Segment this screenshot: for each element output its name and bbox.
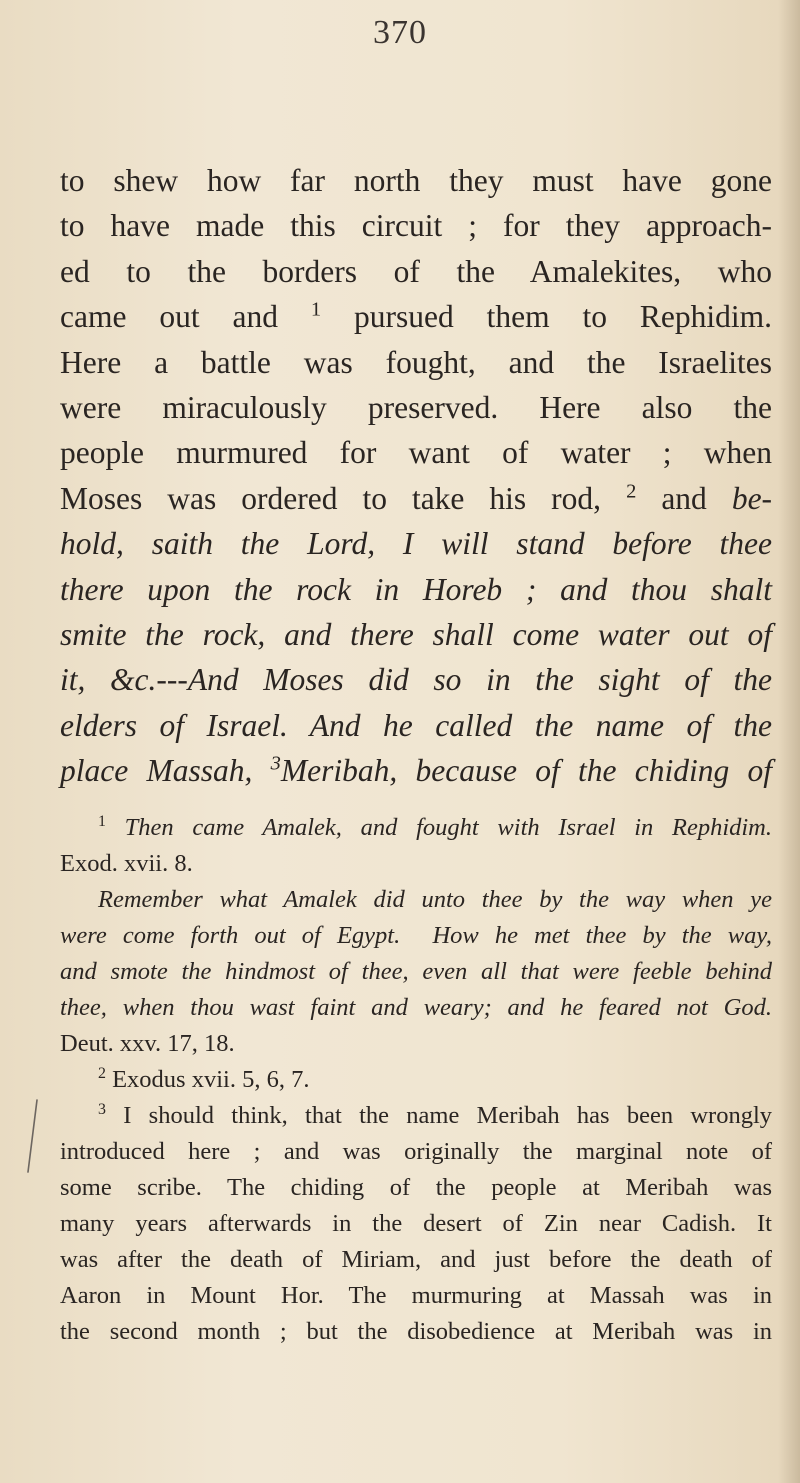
footnote-3-line: the second month ; but the disobedience at Meribah was in: [60, 1318, 772, 1345]
footnote-1-fragment: Egypt.: [336, 922, 401, 949]
main-text-fragment: be-: [731, 480, 773, 516]
main-text-line: [60, 476, 772, 521]
footnote-1-line: [60, 810, 772, 846]
pencil-margin-mark: [22, 1098, 42, 1174]
footnote-1-fragment: How he met thee by the way,: [432, 922, 773, 949]
main-text-line: to have made this circuit ; for they approach-: [60, 208, 772, 244]
main-text-fragment: came out and: [60, 299, 278, 335]
main-text-line: [60, 748, 772, 793]
main-text: [60, 158, 772, 794]
main-text-line: people murmured for want of water ; when: [60, 435, 772, 471]
footnote-1-line: Remember what Amalek did unto thee by the way when ye: [98, 886, 772, 913]
page-number: 370: [373, 14, 427, 51]
footnote-3-line: [60, 1098, 772, 1134]
footnote-3-line: many years afterwards in the desert of Zin near Cadish. It: [60, 1210, 772, 1237]
footnote-1-line: Exod. xvii. 8.: [60, 850, 193, 877]
main-text-line: [60, 521, 772, 566]
footnote-2-text: Exodus xvii. 5, 6, 7.: [112, 1066, 310, 1093]
main-text-line: it, &c.---And Moses did so in the sight of the: [60, 662, 772, 698]
main-text-line: ed to the borders of the Amalekites, who: [60, 253, 772, 289]
footnote-marker-2: 2: [626, 480, 637, 503]
footnote-3-line: was after the death of Miriam, and just before the death of: [60, 1246, 772, 1273]
main-text-line: there upon the rock in Horeb ; and thou shalt: [60, 571, 772, 607]
footnote-2-marker: 2: [98, 1064, 106, 1082]
main-text-fragment: place Massah,: [60, 753, 253, 789]
footnote-1-line: Deut. xxv. 17, 18.: [60, 1030, 235, 1057]
page-edge-shadow: [778, 0, 800, 1483]
footnote-1-line: thee, when thou wast faint and weary; and he feared not God.: [60, 994, 772, 1021]
footnote-3-line: introduced here ; and was originally the marginal note of: [60, 1138, 772, 1165]
footnote-3-line: Aaron in Mount Hor. The murmuring at Massah was in: [60, 1282, 772, 1309]
footnote-1-marker: 1: [98, 812, 106, 830]
footnote-3-marker: 3: [98, 1100, 106, 1118]
footnote-marker-1: 1: [310, 298, 322, 321]
main-text-fragment: pursued them to Rephidim.: [353, 299, 772, 335]
main-text-fragment: Moses was ordered to take his rod,: [60, 480, 602, 516]
main-text-fragment: hold, saith the Lord,: [60, 526, 376, 562]
main-text-line: [60, 294, 772, 339]
footnote-2-line: [60, 1062, 772, 1098]
main-text-fragment: I will stand before thee: [402, 526, 772, 562]
main-text-line: smite the rock, and there shall come water out of: [60, 617, 772, 653]
main-text-line: to shew how far north they must have gone: [60, 163, 772, 198]
main-text-fragment: and: [661, 480, 707, 516]
footnotes: [60, 810, 772, 1350]
footnote-1-fragment: were come forth out of: [60, 922, 321, 949]
footnote-1-line: and smote the hindmost of thee, even all that were feeble behind: [60, 958, 772, 985]
footnote-marker-3: 3: [270, 752, 281, 775]
footnote-1-line: [60, 918, 772, 954]
main-text-line: were miraculously preserved. Here also the: [60, 390, 772, 426]
footnote-1-text: Then came Amalek, and fought with Israel in Rephidim.: [124, 814, 772, 841]
main-text-fragment: Meribah, because of the chiding of: [280, 753, 773, 789]
footnote-3-line: some scribe. The chiding of the people at Meribah was: [60, 1174, 772, 1201]
main-text-line: Here a battle was fought, and the Israelites: [60, 344, 772, 380]
main-text-line: elders of Israel. And he called the name of the: [60, 707, 772, 743]
footnote-3-text: I should think, that the name Meribah has been wrongly: [123, 1102, 773, 1129]
